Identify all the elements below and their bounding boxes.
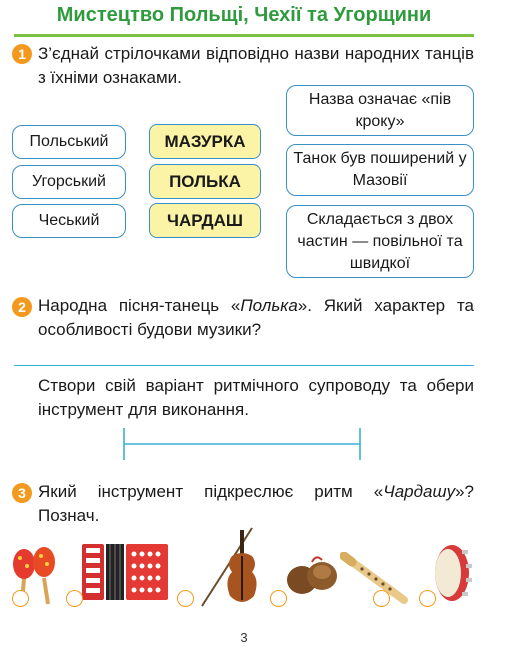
- choice-maracas[interactable]: [12, 590, 29, 607]
- origin-hungarian[interactable]: Угорський: [12, 165, 126, 199]
- dance-mazurka[interactable]: МАЗУРКА: [149, 124, 261, 159]
- choice-castanets[interactable]: [270, 590, 287, 607]
- dance-czardas[interactable]: ЧАРДАШ: [149, 203, 261, 238]
- origin-polish[interactable]: Польський: [12, 125, 126, 159]
- task2-text: [38, 294, 474, 342]
- task2-text-italic: Полька: [240, 296, 298, 315]
- feature-mazovia[interactable]: Танок був поширений у Мазовії: [286, 144, 474, 196]
- task3-text-italic: Чардашу: [383, 482, 456, 501]
- feature-two-parts[interactable]: Складається з двох частин — повільної та швидкої: [286, 205, 474, 278]
- task2-text-start: Народна пісня-танець «: [38, 296, 241, 315]
- task3-text-start: Який інструмент підкреслює ритм «: [38, 482, 384, 501]
- origin-czech[interactable]: Чеський: [12, 204, 126, 238]
- task1-text: З’єднай стрілочками відповідно назви народних танців з їхніми ознаками.: [38, 44, 474, 87]
- section-divider: [14, 365, 474, 366]
- task2-text-end: ». Який характер та особливості будови музики?: [38, 296, 474, 339]
- dance-polka[interactable]: ПОЛЬКА: [149, 164, 261, 199]
- violin-icon: [196, 524, 272, 610]
- feature-half-step[interactable]: Назва означає «пів кроку»: [286, 85, 474, 136]
- choice-accordion[interactable]: [66, 590, 83, 607]
- rhythm-task-text: Створи свій варіант ритмічного супроводу та обери інструмент для виконання.: [38, 376, 474, 419]
- choice-recorder[interactable]: [373, 590, 390, 607]
- task-number-1: 1: [12, 44, 32, 64]
- task3-text: [38, 480, 474, 528]
- choice-violin[interactable]: [177, 590, 194, 607]
- castanets-icon: [284, 552, 340, 602]
- page-number: 3: [240, 630, 248, 645]
- choice-tambourine[interactable]: [419, 590, 436, 607]
- page-title: Мистецтво Польщі, Чехії та Угорщини: [56, 4, 432, 26]
- task3-text-end: »? Познач.: [38, 482, 474, 525]
- task-number-2: 2: [12, 297, 32, 317]
- accordion-icon: [78, 538, 174, 606]
- task-number-3: 3: [12, 483, 32, 503]
- rhythm-line[interactable]: [118, 424, 366, 464]
